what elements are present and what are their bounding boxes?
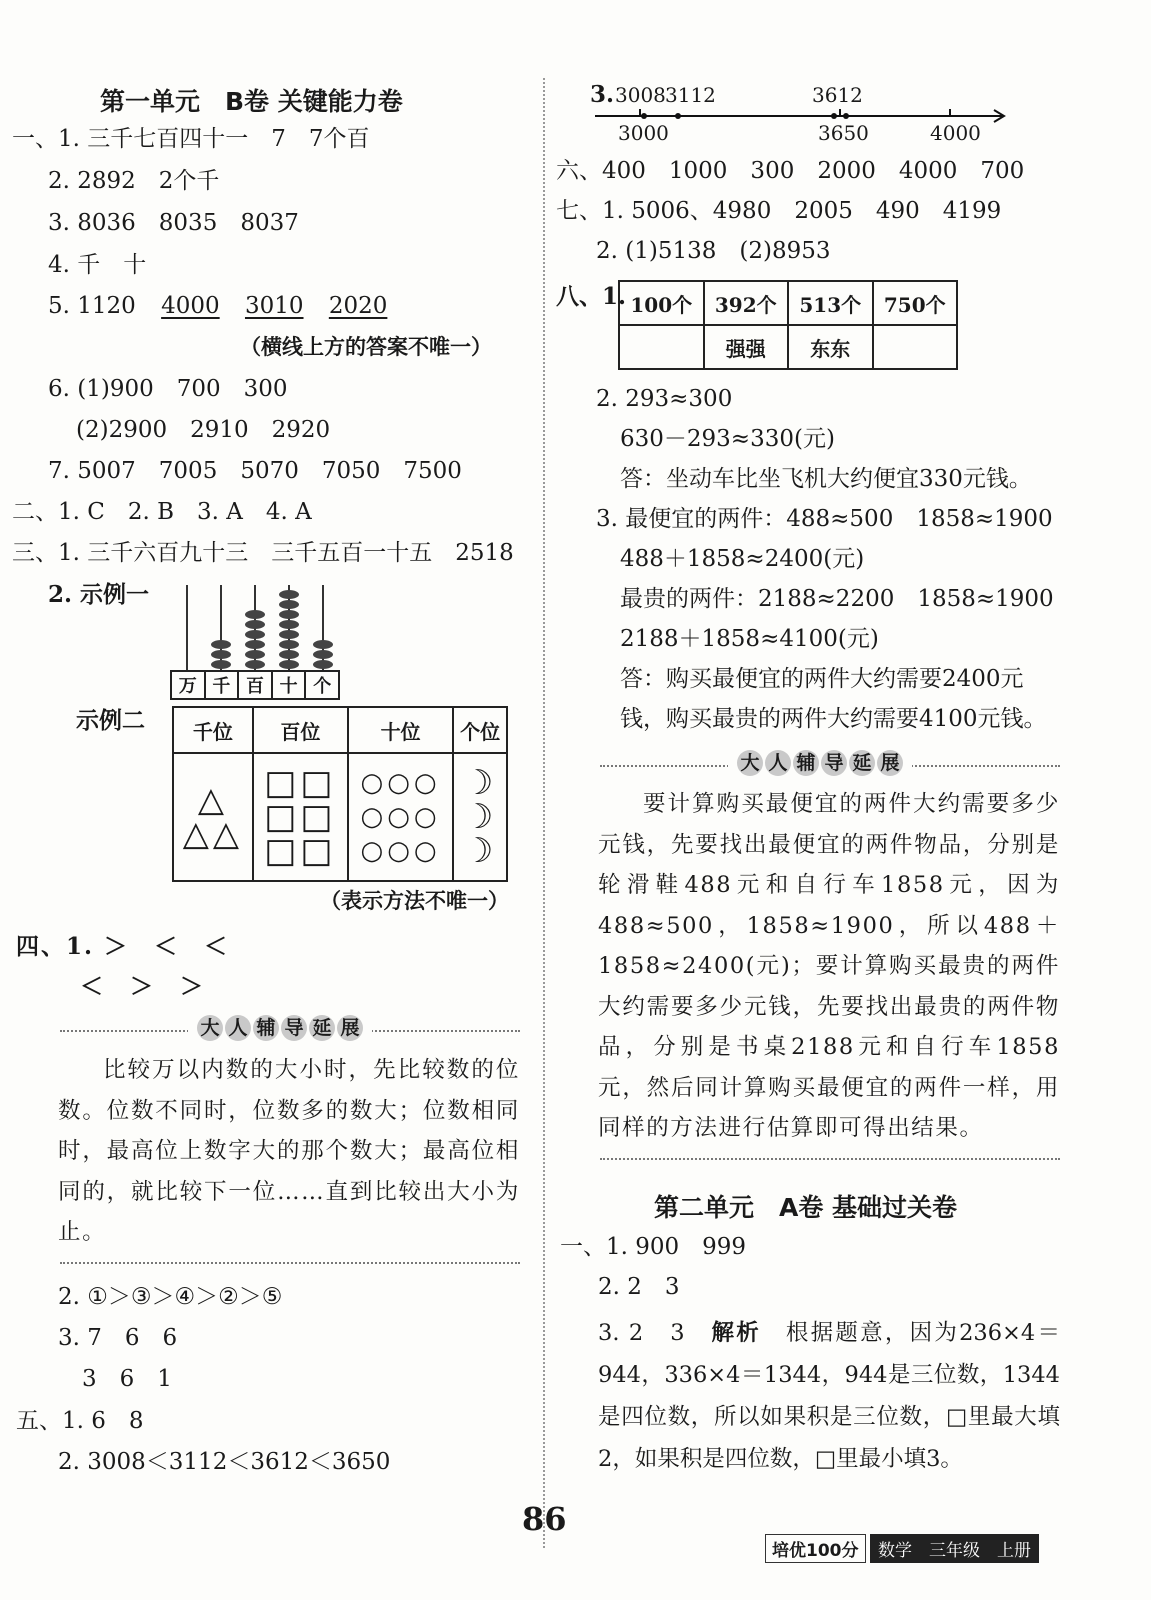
abacus-label: 千 xyxy=(205,671,239,699)
abacus-bead xyxy=(279,620,299,629)
s8-label: 八、1. xyxy=(556,283,627,310)
abacus-bead xyxy=(245,640,265,649)
s4-row2: ＜ ＞ ＞ xyxy=(80,973,205,1000)
s2: 二、1. C 2. B 3. A 4. A xyxy=(12,499,312,525)
abacus-bead xyxy=(279,610,299,619)
column-divider xyxy=(543,78,545,1548)
guide-divider xyxy=(60,1262,520,1264)
abacus-label: 万 xyxy=(171,671,205,699)
s8-table-head: 100个 xyxy=(619,281,704,325)
place-value-table xyxy=(172,706,508,882)
place-header: 千位 xyxy=(173,707,253,753)
book-subject: 数学 三年级 上册 xyxy=(870,1534,1039,1563)
s3-note: （表示方法不唯一） xyxy=(320,888,509,913)
s4-row1: 四、1. ＞ ＜ ＜ xyxy=(16,933,230,960)
s1-q7: 7. 5007 7005 5070 7050 7500 xyxy=(48,458,462,484)
s8-q2-line: 答：坐动车比坐飞机大约便宜330元钱。 xyxy=(620,466,1032,492)
abacus-label: 个 xyxy=(305,671,339,699)
abacus-base xyxy=(170,670,340,700)
book-name: 培优100分 xyxy=(765,1534,866,1563)
abacus xyxy=(170,585,340,700)
s8-table-cell: 东东 xyxy=(788,325,873,369)
abacus-bead xyxy=(245,660,265,669)
abacus-bead xyxy=(245,650,265,659)
numberline-top-label: 3008 xyxy=(615,83,666,107)
numberline-top-label: 3612 xyxy=(812,83,863,107)
numberline-top-label: 3112 xyxy=(665,83,716,107)
guide-badge-left: 大 人 辅 导 延 展 xyxy=(188,1015,372,1041)
s8-q2-line: 630－293≈330(元) xyxy=(620,426,835,452)
abacus-label: 十 xyxy=(272,671,306,699)
abacus-bead xyxy=(313,640,333,649)
place-header: 百位 xyxy=(253,707,348,753)
page-number: 86 xyxy=(522,1500,567,1538)
thousands-cell: △ △△ xyxy=(173,753,253,881)
s8-table xyxy=(618,280,958,370)
s8-q3-line: 最贵的两件：2188≈2200 1858≈1900 xyxy=(620,586,1054,612)
abacus-bead xyxy=(211,660,231,669)
unit1-title: 第一单元 B卷 关键能力卷 xyxy=(100,87,403,116)
s1-q5 xyxy=(48,291,387,321)
u2-q3 xyxy=(598,1312,1060,1480)
s7-q1: 七、1. 5006、4980 2005 490 4199 xyxy=(556,198,1002,224)
s8-table-cell: 强强 xyxy=(704,325,789,369)
ones-cell: ☽ ☽ ☽ xyxy=(453,753,507,881)
s1-q5-answer: 2020 xyxy=(328,293,388,319)
s8-table-head: 750个 xyxy=(873,281,958,325)
s4-q2: 2. ①＞③＞④＞②＞⑤ xyxy=(58,1284,283,1310)
s1-q4: 4. 千 十 xyxy=(48,252,147,278)
s3-q2-label: 2. 示例一 xyxy=(48,581,150,608)
s1-q5-label: 5. 1120 xyxy=(48,293,136,319)
guide-text-left: 比较万以内数的大小时，先比较数的位数。位数不同时，位数多的数大；位数相同时，最高位上数字大的那个数大；最高位相同的，就比较下一位……直到比较出大小为止。 xyxy=(58,1057,520,1245)
s8-q3-line: 3. 最便宜的两件：488≈500 1858≈1900 xyxy=(596,506,1053,532)
guide-text-right: 要计算购买最便宜的两件大约需要多少元钱，先要找出最便宜的两件物品，分别是轮滑鞋488元和自行车1858元，因为488≈500，1858≈1900，所以488＋1858≈2400(元)；要计算购买最贵的两件大约需要多少元钱，先要找出最贵的两件物品，分别是书桌2188元和自行车1858元，然后同计算购买最便宜的两件一样，用同样的方法进行估算即可得出结果。 xyxy=(598,791,1060,1141)
u2-q3-head: 3. 2 3 xyxy=(598,1320,712,1346)
place-header: 个位 xyxy=(453,707,507,753)
s8-table-cell xyxy=(619,325,704,369)
abacus-bead xyxy=(211,650,231,659)
abacus-bead xyxy=(279,660,299,669)
abacus-bead xyxy=(245,610,265,619)
u2-q1: 一、1. 900 999 xyxy=(560,1234,747,1260)
s8-q2-line: 2. 293≈300 xyxy=(596,386,733,412)
s1-q5-answer: 4000 xyxy=(161,293,220,319)
hundreds-cell: □□ □□ □□ xyxy=(253,753,348,881)
place-header: 十位 xyxy=(348,707,453,753)
guide-badge-right: 大 人 辅 导 延 展 xyxy=(728,750,912,776)
s7-q2: 2. (1)5138 (2)8953 xyxy=(596,238,831,264)
abacus-bead xyxy=(279,630,299,639)
s1-q1: 一、1. 三千七百四十一 7 7个百 xyxy=(12,126,370,152)
s1-q3: 3. 8036 8035 8037 xyxy=(48,210,299,236)
s8-q3-line: 2188＋1858≈4100(元) xyxy=(620,626,879,652)
abacus-bead xyxy=(279,590,299,599)
example2-label: 示例二 xyxy=(76,707,145,734)
s8-table-cell xyxy=(873,325,958,369)
s4-q3b: 3 6 1 xyxy=(82,1366,172,1392)
abacus-bead xyxy=(279,600,299,609)
s1-q2: 2. 2892 2个千 xyxy=(48,168,220,194)
s1-q5-note: （横线上方的答案不唯一） xyxy=(240,334,492,359)
s4-q3a: 3. 7 6 6 xyxy=(58,1325,178,1351)
abacus-bead xyxy=(279,650,299,659)
unit2-title: 第二单元 A卷 基础过关卷 xyxy=(654,1193,958,1222)
s1-q5-answer: 3010 xyxy=(244,293,304,319)
numberline-bottom-label: 4000 xyxy=(930,121,981,145)
s6: 六、400 1000 300 2000 4000 700 xyxy=(556,158,1025,184)
s3-q1: 三、1. 三千六百九十三 三千五百一十五 2518 xyxy=(12,540,514,566)
abacus-bead xyxy=(313,650,333,659)
guide-divider xyxy=(600,1158,1060,1160)
abacus-label: 百 xyxy=(238,671,272,699)
abacus-bead xyxy=(313,660,333,669)
abacus-bead xyxy=(245,630,265,639)
numberline-bottom-label: 3650 xyxy=(818,121,869,145)
s8-q3-line: 钱，购买最贵的两件大约需要4100元钱。 xyxy=(620,706,1047,732)
s5-q1: 五、1. 6 8 xyxy=(16,1408,144,1434)
numberline-prefix: 3. xyxy=(590,81,615,108)
s8-q3-line: 488＋1858≈2400(元) xyxy=(620,546,865,572)
number-line xyxy=(590,80,1020,150)
s8-q3-line: 答：购买最便宜的两件大约需要2400元 xyxy=(620,666,1024,692)
s5-q2: 2. 3008＜3112＜3612＜3650 xyxy=(58,1449,391,1475)
abacus-bead xyxy=(279,640,299,649)
u2-q3-text: 根据题意，因为236×4＝944，336×4＝1344，944是三位数，1344是四位数，所以如果积是三位数，□里最大填2，如果积是四位数，□里最小填3。 xyxy=(598,1320,1060,1472)
s8-table-head: 513个 xyxy=(788,281,873,325)
u2-q2: 2. 2 3 xyxy=(598,1274,680,1300)
u2-q3-tag: 解析 xyxy=(711,1320,762,1346)
s1-q6b: (2)2900 2910 2920 xyxy=(76,417,331,443)
abacus-rod xyxy=(186,585,188,670)
numberline-bottom-label: 3000 xyxy=(618,121,669,145)
s8-table-head: 392个 xyxy=(704,281,789,325)
s1-q6a: 6. (1)900 700 300 xyxy=(48,376,288,402)
tens-cell: ○○○ ○○○ ○○○ xyxy=(348,753,453,881)
abacus-bead xyxy=(211,640,231,649)
abacus-bead xyxy=(245,620,265,629)
